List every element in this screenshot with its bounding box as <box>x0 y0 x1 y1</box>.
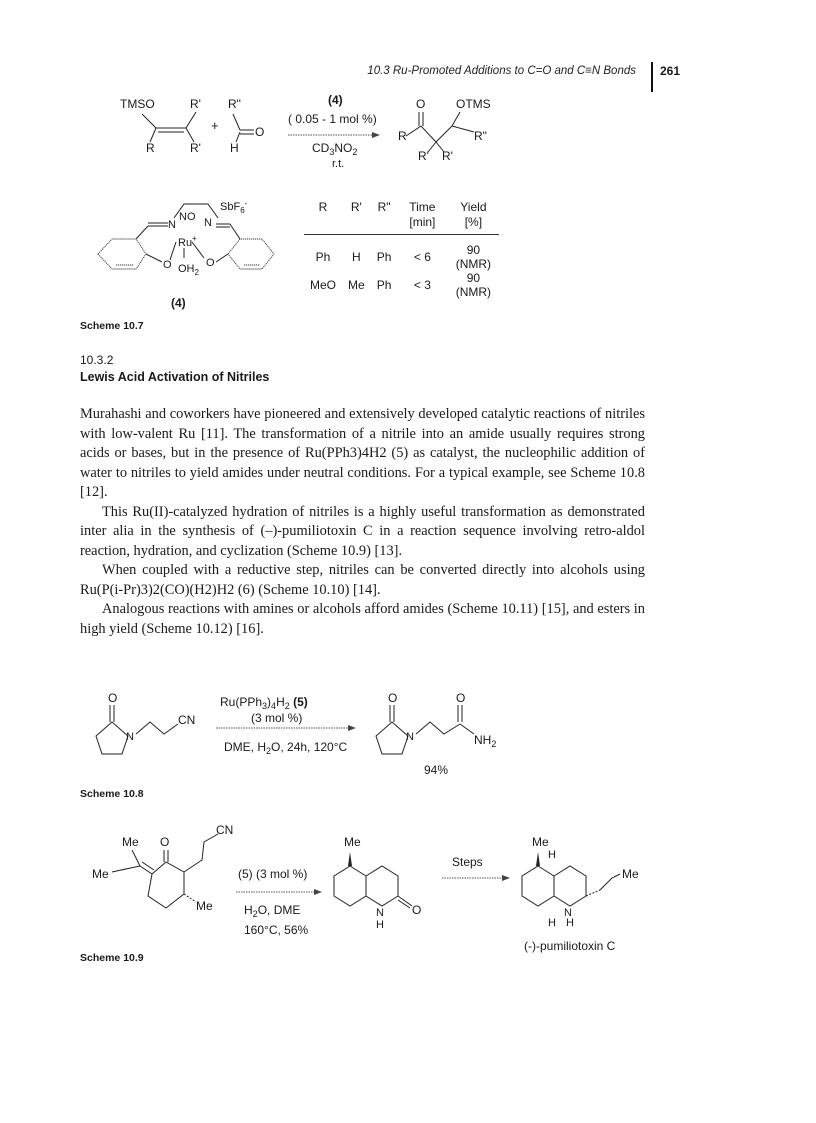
catalyst-4-caption: (4) <box>171 296 186 310</box>
n-left-label: N <box>168 219 176 231</box>
catalyst-4-label: (4) <box>328 93 343 107</box>
bond <box>460 724 474 734</box>
me-label: Me <box>92 867 109 881</box>
product-r-label: R <box>398 129 407 143</box>
alkyl-chain <box>184 834 218 872</box>
bond <box>452 126 474 132</box>
bond <box>142 114 156 128</box>
pumiliotoxin-label: (-)-pumiliotoxin C <box>524 939 616 953</box>
scheme-10-9-reaction <box>86 822 646 962</box>
bond <box>436 126 452 142</box>
cn-label: CN <box>216 823 234 837</box>
header-rule <box>651 62 653 92</box>
col-header-r: R <box>318 200 328 214</box>
piperidine-ring <box>554 866 586 906</box>
scheme-10-7-table <box>304 200 499 299</box>
wedge-bond <box>348 852 352 866</box>
scheme-10-8-reaction <box>86 688 566 808</box>
o-right-label: O <box>206 257 215 269</box>
yield-label: 94% <box>424 763 449 777</box>
running-title: 10.3 Ru-Promoted Additions to C=O and C≡N Bonds <box>367 65 636 77</box>
bond <box>428 142 436 152</box>
aldehyde-h-label: H <box>230 141 239 155</box>
h-label: H <box>548 849 556 861</box>
conditions-1-label: $H_2O$, DME <box>244 903 301 919</box>
cn-label: CN <box>178 713 196 727</box>
o-label: O <box>412 903 422 917</box>
paragraph: Analogous reactions with amines or alcohols afford amides (Scheme 10.11) [15], and esters in high yield (Scheme 10.12) [16]. <box>80 601 645 637</box>
reaction-arrowhead <box>372 132 380 138</box>
table-cell: < 3 <box>413 278 431 292</box>
temperature-label: r.t. <box>332 158 345 170</box>
bond <box>452 112 460 126</box>
bond <box>150 128 156 142</box>
scheme-10-7-label: Scheme 10.7 <box>80 320 144 332</box>
alkyl-chain <box>416 722 460 734</box>
o-label: O <box>160 835 170 849</box>
table-cell: Ph <box>376 278 392 292</box>
r-label: R <box>146 141 155 155</box>
bond <box>233 114 240 130</box>
hashed-bond <box>586 890 600 896</box>
table-cell: 90 (NMR) <box>455 243 492 271</box>
propyl-chain <box>600 874 620 890</box>
no-label: NO <box>179 211 196 223</box>
bond <box>192 242 204 258</box>
left-benzene-ring <box>98 239 146 269</box>
o-label: O <box>456 691 466 705</box>
section-number: 10.3.2 <box>80 353 114 367</box>
product-otms-label: OTMS <box>456 97 491 111</box>
bond <box>132 850 140 866</box>
bond <box>170 242 176 260</box>
table-cell: H <box>352 250 361 264</box>
right-benzene-ring <box>228 239 274 269</box>
ru-label: Ru+ <box>178 234 197 249</box>
reaction-arrowhead <box>348 725 356 731</box>
me-label: Me <box>532 835 549 849</box>
bond <box>186 112 196 128</box>
r-double-prime-label: R" <box>228 97 241 111</box>
me-label: Me <box>622 867 639 881</box>
table-cell: 90 (NMR) <box>455 271 492 299</box>
sbf6-label: SbF$_6$- <box>220 199 248 215</box>
product-r-prime-label: R' <box>418 149 429 163</box>
h-label: H <box>548 917 556 929</box>
reaction-arrowhead <box>502 875 510 881</box>
hashed-bond <box>184 894 196 902</box>
bond <box>136 226 148 239</box>
bond <box>216 254 228 262</box>
bond <box>112 866 140 872</box>
n-right-label: N <box>204 217 212 229</box>
h-label: H <box>376 919 384 931</box>
scheme-10-7-reaction <box>80 92 560 178</box>
table-cell: < 6 <box>413 250 431 264</box>
reaction-arrowhead <box>314 889 322 895</box>
paragraph: Murahashi and coworkers have pioneered and extensively developed catalytic reactions of nitriles with low-valent Ru [11]. The transformation of a nitrile into an amide usually requires strong acids or bases, but in the presence of Ru(PPh3)4H2 (5) as catalyst, the nucleophilic addition of water to nitriles to yield amides under neutral conditions. For a typical example, see Scheme 10.8 [12]. <box>80 406 645 500</box>
bond <box>146 254 162 262</box>
bond <box>230 224 240 239</box>
wedge-bond <box>536 852 540 866</box>
col-header-yield: Yield [%] <box>460 200 487 229</box>
nh2-label: $NH_2$ <box>474 733 497 749</box>
o-label: O <box>388 691 398 705</box>
steps-label: Steps <box>452 855 483 869</box>
product-o-label: O <box>416 97 426 111</box>
cyclohexanone-ring <box>148 862 184 908</box>
paragraph: When coupled with a reductive step, nitriles can be converted directly into alcohols using Ru(P(i-Pr)3)2(CO)(H2)H2 (6) (Scheme 10.10) [14]. <box>80 562 645 598</box>
table-row <box>304 243 499 271</box>
r-prime-label: R' <box>190 141 201 155</box>
n-label: N <box>406 731 414 743</box>
cyclohexane-ring <box>522 866 554 906</box>
catalyst-5-label: $Ru(PPh_3)_4H_2$ (5) <box>220 695 308 711</box>
o-label: O <box>108 691 118 705</box>
bond <box>406 126 421 136</box>
table-cell: Me <box>348 278 365 292</box>
conditions-label: DME, $H_2O$, 24h, 120°C <box>224 740 348 756</box>
solvent-label: $CD_3NO_2$ <box>312 141 358 157</box>
n-label: N <box>564 907 572 919</box>
r-prime-label: R' <box>190 97 201 111</box>
catalyst-loading: ( 0.05 - 1 mol %) <box>288 112 377 126</box>
aldehyde-o-label: O <box>255 125 265 139</box>
pyrrolidinone-ring <box>96 722 128 754</box>
reagent-label: (5) (3 mol %) <box>238 867 308 881</box>
bond <box>421 126 436 142</box>
oh2-label: $OH_2$ <box>178 263 199 277</box>
body-text <box>80 405 645 639</box>
h-label: H <box>566 917 574 929</box>
conditions-2-label: 160°C, 56% <box>244 923 309 937</box>
me-label: Me <box>344 835 361 849</box>
table-cell: MeO <box>310 278 337 292</box>
o-left-label: O <box>163 259 172 271</box>
section-title: Lewis Acid Activation of Nitriles <box>80 370 270 384</box>
scheme-10-9-label: Scheme 10.9 <box>80 952 144 964</box>
product-r-double-prime-label: R" <box>474 129 487 143</box>
me-label: Me <box>196 899 213 913</box>
scheme-10-7-table-wrap <box>304 200 499 299</box>
n-label: N <box>126 731 134 743</box>
cyclohexene-ring <box>334 866 366 906</box>
alkyl-chain <box>136 722 178 734</box>
pyrrolidinone-ring <box>376 722 408 754</box>
bond <box>186 128 194 142</box>
col-header-r-double-prime: R" <box>377 200 391 214</box>
product-r-prime-label: R' <box>442 149 453 163</box>
scheme-10-8-label: Scheme 10.8 <box>80 788 144 800</box>
catalyst-4-structure <box>88 196 288 314</box>
col-header-r-prime: R' <box>350 200 362 214</box>
table-cell: Ph <box>315 250 331 264</box>
running-header <box>0 62 816 92</box>
col-header-time: Time [min] <box>409 200 436 229</box>
plus-sign: + <box>211 118 219 133</box>
tmso-label: TMSO <box>120 97 155 111</box>
me-label: Me <box>122 835 139 849</box>
loading-label: (3 mol %) <box>251 711 303 725</box>
bond <box>398 900 410 908</box>
table-cell: Ph <box>376 250 392 264</box>
table-row <box>304 271 499 299</box>
n-label: N <box>376 907 384 919</box>
page-number: 261 <box>660 64 681 78</box>
paragraph: This Ru(II)-catalyzed hydration of nitriles is a highly useful transformation as demonstrated inter alia in the synthesis of (–)-pumiliotoxin C in a reaction sequence involving retro-aldol reaction, hydration, and cyclization (Scheme 10.9) [13]. <box>80 503 645 559</box>
lactam-ring <box>366 866 398 906</box>
